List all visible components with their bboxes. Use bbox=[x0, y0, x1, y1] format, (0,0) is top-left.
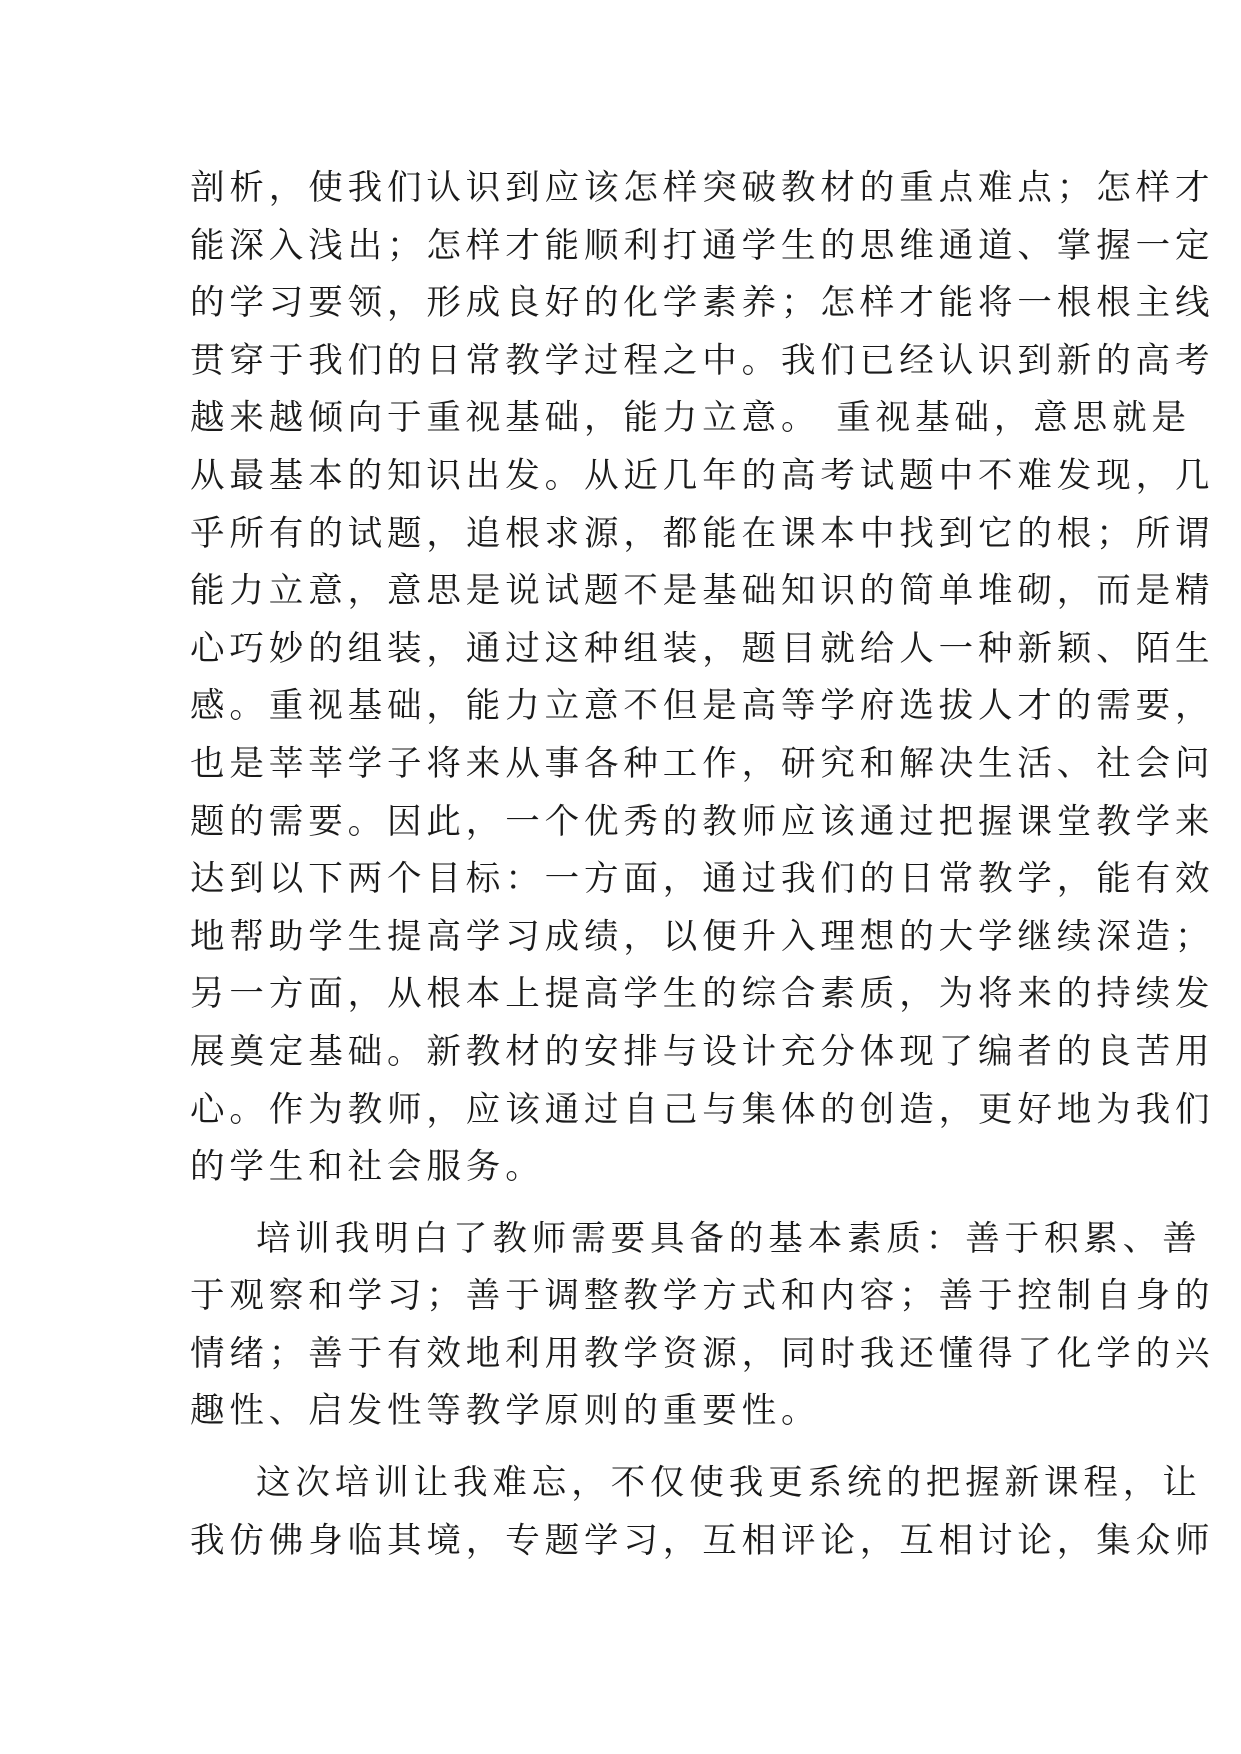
text-line: 从最基本的知识出发。从近几年的高考试题中不难发现，几 bbox=[190, 455, 1215, 496]
text-line: 这次培训让我难忘，不仅使我更系统的把握新课程，让 bbox=[256, 1463, 1202, 1504]
text-line: 于观察和学习；善于调整教学方式和内容；善于控制自身的 bbox=[190, 1276, 1215, 1317]
text-line: 贯穿于我们的日常教学过程之中。我们已经认识到新的高考 bbox=[190, 340, 1215, 381]
text-line: 越来越倾向于重视基础，能力立意。 重视基础，意思就是 bbox=[190, 398, 1191, 439]
text-line: 展奠定基础。新教材的安排与设计充分体现了编者的良苦用 bbox=[190, 1031, 1215, 1072]
paragraph-spacer bbox=[190, 1197, 1070, 1211]
text-line: 地帮助学生提高学习成绩，以便升入理想的大学继续深造； bbox=[190, 916, 1215, 957]
text-line: 乎所有的试题，追根求源，都能在课本中找到它的根；所谓 bbox=[190, 513, 1215, 554]
text-line: 心。作为教师，应该通过自己与集体的创造，更好地为我们 bbox=[190, 1089, 1215, 1130]
text-line: 能力立意，意思是说试题不是基础知识的简单堆砌，而是精 bbox=[190, 571, 1215, 612]
paragraph bbox=[190, 160, 1215, 1197]
text-line: 也是莘莘学子将来从事各种工作，研究和解决生活、社会问 bbox=[190, 743, 1215, 784]
text-line: 的学生和社会服务。 bbox=[190, 1147, 545, 1188]
text-line: 感。重视基础，能力立意不但是高等学府选拔人才的需要， bbox=[190, 686, 1215, 727]
paragraph bbox=[190, 1455, 1215, 1570]
text-line: 我仿佛身临其境，专题学习，互相评论，互相讨论，集众师 bbox=[190, 1520, 1215, 1561]
text-line: 的学习要领，形成良好的化学素养；怎样才能将一根根主线 bbox=[190, 283, 1215, 324]
text-line: 情绪；善于有效地利用教学资源，同时我还懂得了化学的兴 bbox=[190, 1333, 1215, 1374]
paragraph bbox=[190, 1211, 1215, 1441]
text-line: 剖析，使我们认识到应该怎样突破教材的重点难点；怎样才 bbox=[190, 168, 1215, 208]
text-line: 趣性、启发性等教学原则的重要性。 bbox=[190, 1391, 821, 1432]
document-body bbox=[190, 160, 1215, 1570]
text-line: 另一方面，从根本上提高学生的综合素质，为将来的持续发 bbox=[190, 974, 1215, 1015]
text-line: 题的需要。因此，一个优秀的教师应该通过把握课堂教学来 bbox=[190, 801, 1215, 842]
text-line: 能深入浅出；怎样才能顺利打通学生的思维通道、掌握一定 bbox=[190, 225, 1215, 266]
text-line: 培训我明白了教师需要具备的基本素质：善于积累、善 bbox=[256, 1218, 1202, 1259]
paragraph-spacer bbox=[190, 1441, 1070, 1455]
text-line: 心巧妙的组装，通过这种组装，题目就给人一种新颖、陌生 bbox=[190, 628, 1215, 669]
text-line: 达到以下两个目标：一方面，通过我们的日常教学，能有效 bbox=[190, 859, 1215, 900]
